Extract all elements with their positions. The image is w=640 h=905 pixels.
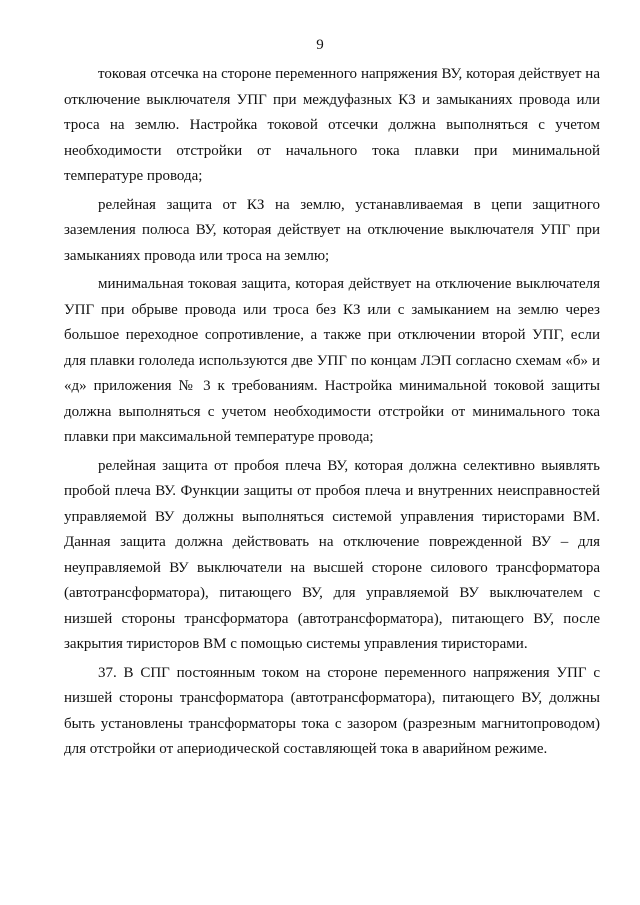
body-text — [64, 62, 600, 763]
paragraph-minimum-current-protection: минимальная токовая защита, которая действует на отключение выключателя УПГ при обрыве провода или троса без КЗ или с замыканием на землю через большое переходное сопротивление, а также при отключении второй УПГ, если для плавки гололеда используются две УПГ по концам ЛЭП согласно схемам «б» и «д» приложения № 3 к требованиям. Настройка минимальной токовой защиты должна выполняться с учетом необходимости отстройки от минимального тока плавки при максимальной температуре провода; — [64, 276, 600, 445]
paragraph-current-cutoff: токовая отсечка на стороне переменного напряжения ВУ, которая действует на отключение выключателя УПГ при междуфазных КЗ и замыканиях провода или троса на землю. Настройка токовой отсечки должна выполняться с учетом необходимости отстройки от начального тока плавки при минимальной температуре провода; — [64, 66, 600, 184]
paragraph-ground-fault-protection: релейная защита от КЗ на землю, устанавливаемая в цепи защитного заземления полюса ВУ, которая действует на отключение выключателя УПГ при замыканиях провода или троса на землю; — [64, 196, 600, 264]
paragraph-breakdown-protection: релейная защита от пробоя плеча ВУ, которая должна селективно выявлять пробой плеча ВУ. Функции защиты от пробоя плеча и внутренних неисправностей управляемой ВУ должны выполняться системой управления тиристорами ВМ. Данная защита должна действовать на отключение поврежденной ВУ – для неуправляемой ВУ выключатели на высшей стороне силового трансформатора (автотрансформатора), питающего ВУ, для управляемой ВУ выключателем с низшей стороны трансформатора (автотрансформатора), питающего ВУ, после закрытия тиристоров ВМ с помощью системы управления тиристорами. — [64, 457, 600, 652]
page-number: 9 — [316, 37, 324, 53]
paragraph-clause-37: 37. В СПГ постоянным током на стороне переменного напряжения УПГ с низшей стороны трансформатора (автотрансформатора), питающего ВУ, должны быть установлены трансформаторы тока с зазором (разрезным магнитопроводом) для отстройки от апериодической составляющей тока в аварийном режиме. — [64, 664, 600, 757]
